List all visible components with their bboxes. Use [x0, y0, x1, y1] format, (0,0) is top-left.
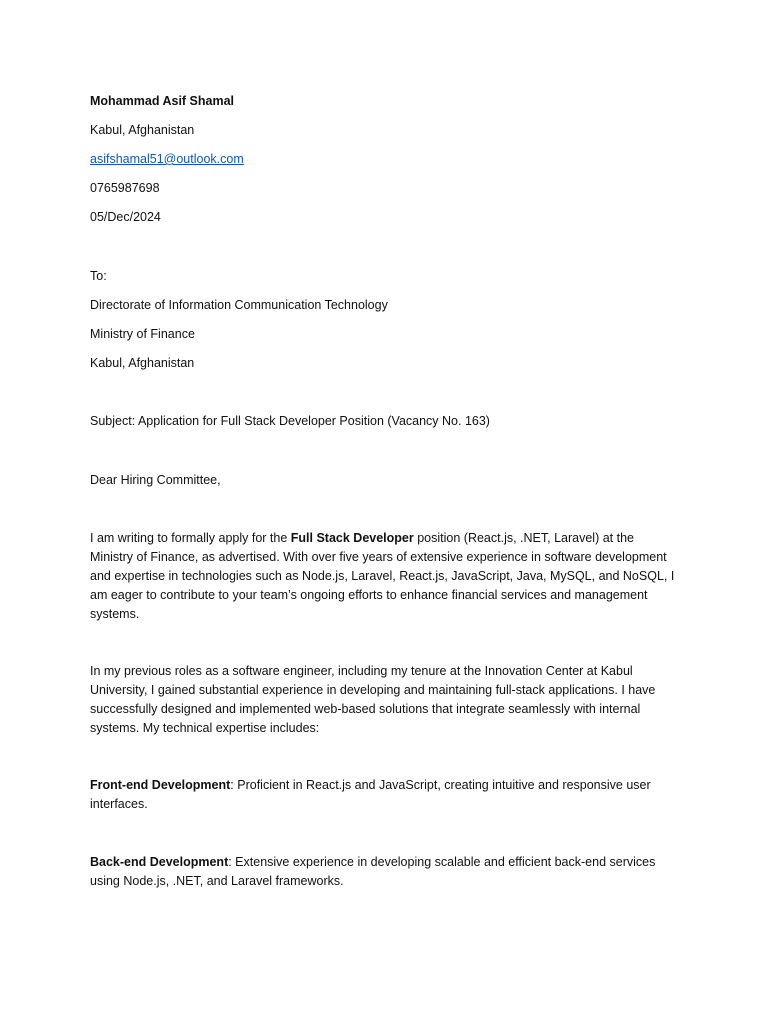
paragraph-experience-line: successfully designed and implemented web-based solutions that integrate seamlessly with internal	[90, 702, 641, 716]
frontend-skill-paragraph: Front-end Development: Proficient in React.js and JavaScript, creating intuitive and responsive user interfaces.	[90, 776, 690, 814]
paragraph-intro-line: systems.	[90, 607, 140, 621]
sender-email-link[interactable]: asifshamal51@outlook.com	[90, 152, 244, 166]
subject-line: Subject: Application for Full Stack Developer Position (Vacancy No. 163)	[90, 414, 490, 428]
backend-skill-title: Back-end Development	[90, 855, 229, 869]
paragraph-experience-line: University, I gained substantial experience in developing and maintaining full-stack applications. I have	[90, 683, 656, 697]
sender-name: Mohammad Asif Shamal	[90, 94, 235, 108]
recipient-department: Directorate of Information Communication Technology	[90, 298, 388, 312]
paragraph-intro-line: and expertise in technologies such as Node.js, Laravel, React.js, JavaScript, Java, MySQL, and NoSQL, I	[90, 569, 675, 583]
salutation: Dear Hiring Committee,	[90, 473, 221, 487]
paragraph-experience	[90, 662, 690, 738]
paragraph-experience-line: systems. My technical expertise includes:	[90, 721, 320, 735]
recipient-ministry: Ministry of Finance	[90, 327, 195, 341]
position-title: Full Stack Developer	[290, 531, 414, 545]
sender-phone: 0765987698	[90, 181, 160, 195]
paragraph-intro	[90, 529, 690, 624]
backend-skill-paragraph: Back-end Development: Extensive experience in developing scalable and efficient back-end services using Node.js, .NET, and Laravel frameworks.	[90, 853, 690, 891]
recipient-address: Kabul, Afghanistan	[90, 356, 195, 370]
paragraph-intro-line: am eager to contribute to your team’s ongoing efforts to enhance financial services and management	[90, 588, 648, 602]
letter-date: 05/Dec/2024	[90, 210, 161, 224]
frontend-skill-line: interfaces.	[90, 797, 148, 811]
sender-email-line	[90, 150, 690, 169]
sender-address: Kabul, Afghanistan	[90, 123, 195, 137]
frontend-skill-title: Front-end Development	[90, 778, 231, 792]
backend-skill-line: using Node.js, .NET, and Laravel frameworks.	[90, 874, 344, 888]
paragraph-intro-line: I am writing to formally apply for the Full Stack Developer position (React.js, .NET, Laravel) at the	[90, 531, 634, 545]
paragraph-intro-line: Ministry of Finance, as advertised. With over five years of extensive experience in software development	[90, 550, 667, 564]
paragraph-experience-line: In my previous roles as a software engineer, including my tenure at the Innovation Center at Kabul	[90, 664, 633, 678]
recipient-to-label: To:	[90, 269, 107, 283]
